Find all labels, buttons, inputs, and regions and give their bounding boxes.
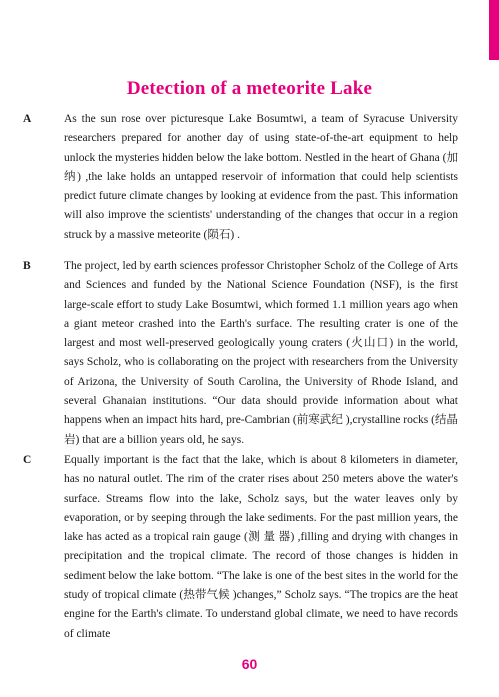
paragraph-letter: A bbox=[23, 113, 32, 125]
page-number: 60 bbox=[241, 656, 258, 672]
paragraph-a bbox=[23, 110, 458, 245]
paragraph-letter: B bbox=[23, 260, 31, 272]
paragraph-b bbox=[23, 257, 458, 450]
paragraph-text: As the sun rose over picturesque Lake Bosumtwi, a team of Syracuse University researchers prepared for another day of using state-of-the-art equipment to help unlock the mysteries hidden below the lake bottom. Nestled in the heart of Ghana (加纳) ,the lake holds an untapped reservoir of information that could help scientists predict future climate changes by looking at evidence from the past. This information will also improve the scientists' understanding of the changes that occur in a region struck by a massive meteorite (陨石) . bbox=[64, 113, 458, 241]
article-title: Detection of a meteorite Lake bbox=[126, 78, 373, 99]
page-edge-tab bbox=[489, 0, 499, 60]
paragraph-text: The project, led by earth sciences professor Christopher Scholz of the College of Arts and Sciences and funded by the National Science Foundation (NSF), is the first large-scale effort to study Lake Bosumtwi, which formed 1.1 million years ago when a giant meteor crashed into the Earth's surface. The resulting crater is one of the largest and most well-preserved geologically young craters (火山口) in the world, says Scholz, who is collaborating on the project with researchers from the University of Arizona, the University of South Carolina, the University of Rhode Island, and several Ghanaian institutions. “Our data should provide information about what happens when an impact hits hard, pre-Cambrian (前寒武纪 ),crystalline rocks (结晶岩) that are a billion years old, he says. bbox=[64, 260, 458, 446]
paragraph-letter: C bbox=[23, 454, 32, 466]
paragraph-c bbox=[23, 451, 458, 644]
paragraph-text: Equally important is the fact that the lake, which is about 8 kilometers in diameter, has no natural outlet. The rim of the crater rises about 250 meters above the water's surface. Streams flow into the lake, Scholz says, but the water leaves only by evaporation, or by seeping through the lake sediments. For the past million years, the lake has acted as a tropical rain gauge (测 量 器) ,filling and drying with changes in precipitation and the tropical climate. The record of those changes is hidden in sediment below the lake bottom. “The lake is one of the best sites in the world for the study of tropical climate (热带气候 )changes,” Scholz says. “The tropics are the heat engine for the Earth's climate. To understand global climate, we need to have records of climate bbox=[64, 454, 458, 640]
